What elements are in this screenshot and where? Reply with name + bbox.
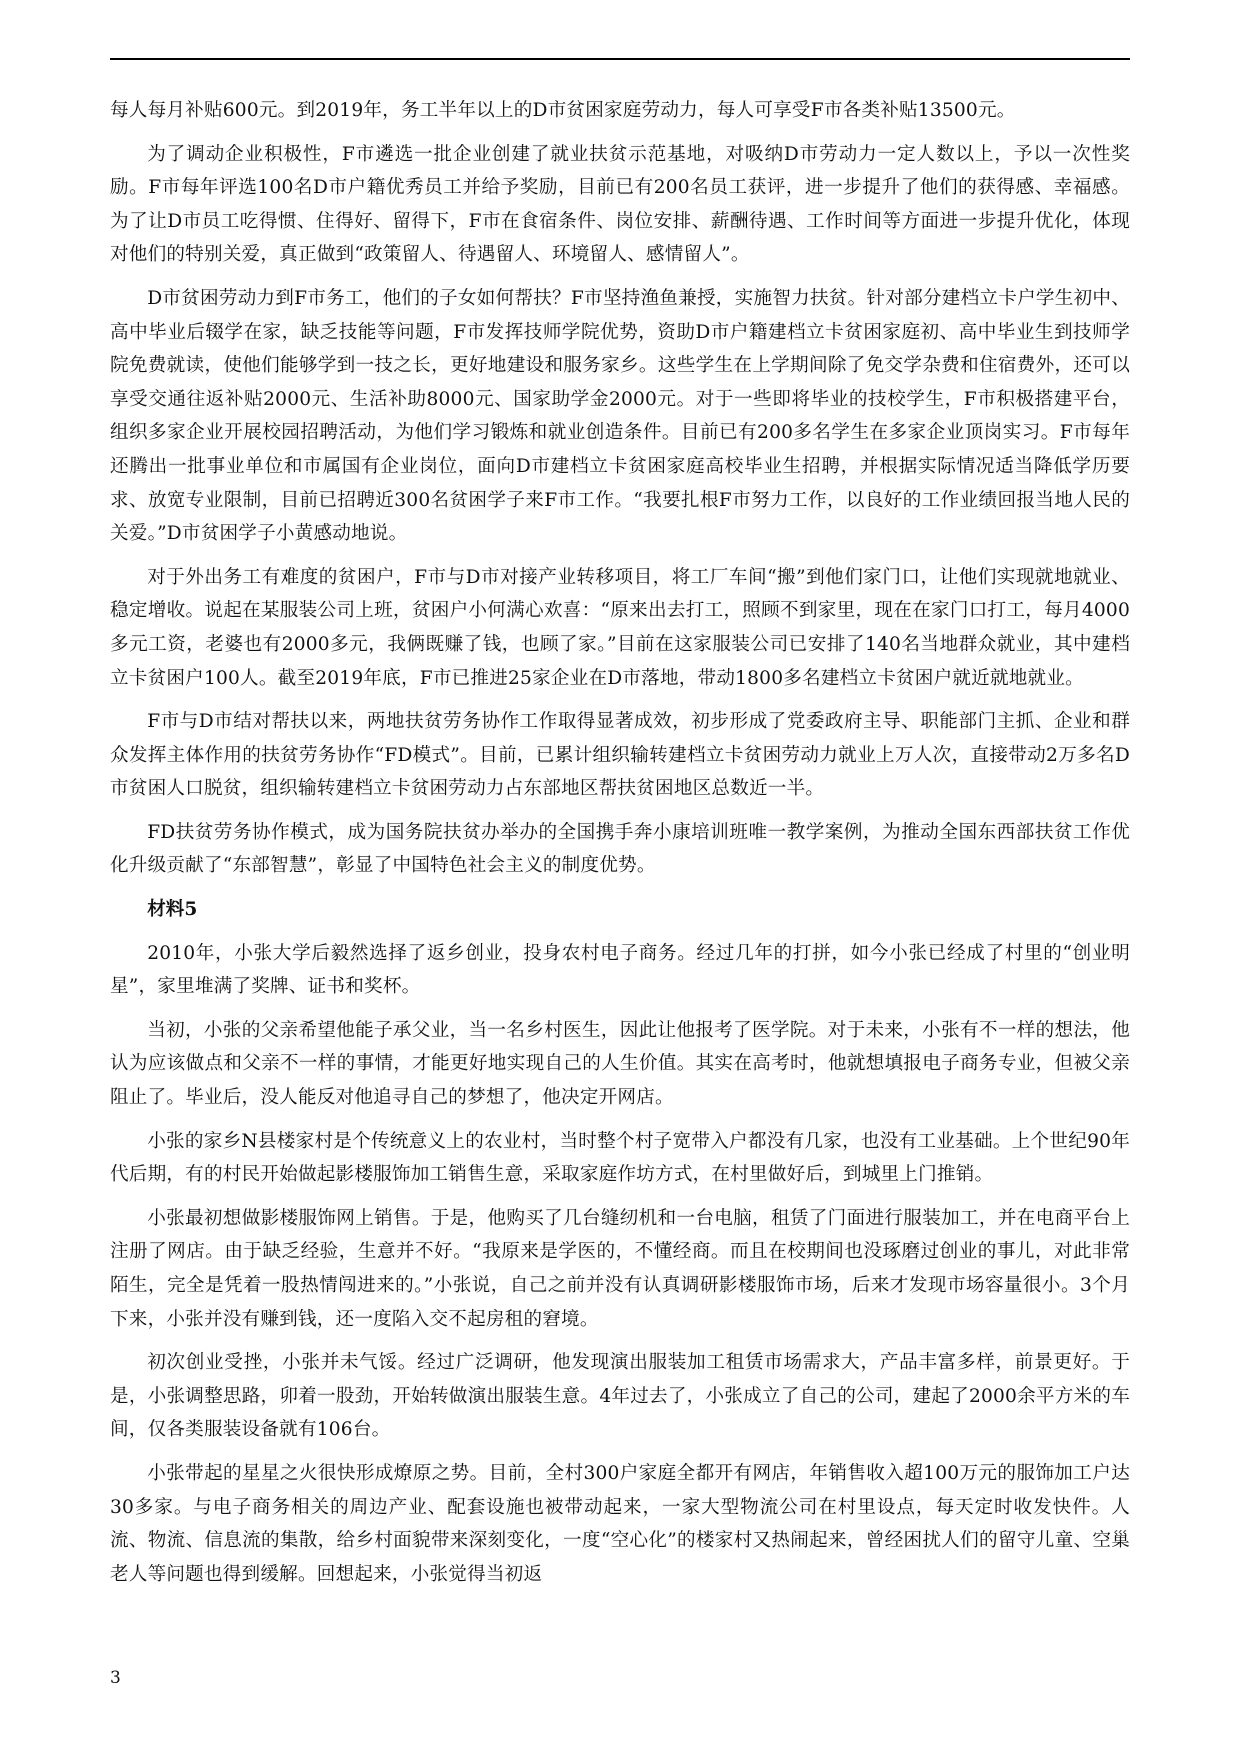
paragraph-enterprise-incentives: 为了调动企业积极性，F市遴选一批企业创建了就业扶贫示范基地，对吸纳D市劳动力一定人数以上，予以一次性奖励。F市每年评选100名D市户籍优秀员工并给予奖励，目前已有200名员工获评，进一步提升了他们的获得感、幸福感。为了让D市员工吃得惯、住得好、留得下，F市在食宿条件、岗位安排、薪酬待遇、工作时间等方面进一步提升优化，体现对他们的特别关爱，真正做到“政策留人、待遇留人、环境留人、感情留人”。: [110, 143, 1130, 266]
paragraph-fd-model-recognition: FD扶贫劳务协作模式，成为国务院扶贫办举办的全国携手奔小康培训班唯一教学案例，为推动全国东西部扶贫工作优化升级贡献了“东部智慧”，彰显了中国特色社会主义的制度优势。: [110, 821, 1130, 877]
section-heading-material-5: 材料5: [147, 899, 198, 921]
paragraph-village-transformation: 小张带起的星星之火很快形成燎原之势。目前，全村300户家庭全都开有网店，年销售收入超100万元的服饰加工户达30多家。与电子商务相关的周边产业、配套设施也被带动起来，一家大型物流公司在村里设点，每天定时收发快件。人流、物流、信息流的集散，给乡村面貌带来深刻变化，一度“空心化”的楼家村又热闹起来，曾经困扰人们的留守儿童、空巢老人等问题也得到缓解。回想起来，小张觉得当初返: [110, 1462, 1130, 1585]
header-rule: [110, 58, 1130, 60]
paragraph-first-attempt: 小张最初想做影楼服饰网上销售。于是，他购买了几台缝纫机和一台电脑，租赁了门面进行服装加工，并在电商平台上注册了网店。由于缺乏经验，生意并不好。“我原来是学医的，不懂经商。而且在校期间也没琢磨过创业的事儿，对此非常陌生，完全是凭着一股热情闯进来的。”小张说，自己之前并没有认真调研影楼服饰市场，后来才发现市场容量很小。3个月下来，小张并没有赚到钱，还一度陷入交不起房租的窘境。: [110, 1207, 1130, 1330]
paragraph-subsidy-continuation: 每人每月补贴600元。到2019年，务工半年以上的D市贫困家庭劳动力，每人可享受F市各类补贴13500元。: [110, 100, 1016, 121]
page-body: [110, 94, 1130, 1601]
paragraph-education-support: D市贫困劳动力到F市务工，他们的子女如何帮扶？F市坚持渔鱼兼授，实施智力扶贫。针对部分建档立卡户学生初中、高中毕业后辍学在家，缺乏技能等问题，F市发挥技师学院优势，资助D市户籍建档立卡贫困家庭初、高中毕业生到技师学院免费就读，使他们能够学到一技之长，更好地建设和服务家乡。这些学生在上学期间除了免交学杂费和住宿费外，还可以享受交通往返补贴2000元、生活补助8000元、国家助学金2000元。对于一些即将毕业的技校学生，F市积极搭建平台，组织多家企业开展校园招聘活动，为他们学习锻炼和就业创造条件。目前已有200多名学生在多家企业顶岗实习。F市每年还腾出一批事业单位和市属国有企业岗位，面向D市建档立卡贫困家庭高校毕业生招聘，并根据实际情况适当降低学历要求、放宽专业限制，目前已招聘近300名贫困学子来F市工作。“我要扎根F市努力工作，以良好的工作业绩回报当地人民的关爱。”D市贫困学子小黄感动地说。: [110, 287, 1130, 545]
paragraph-second-attempt: 初次创业受挫，小张并未气馁。经过广泛调研，他发现演出服装加工租赁市场需求大，产品丰富多样，前景更好。于是，小张调整思路，卯着一股劲，开始转做演出服装生意。4年过去了，小张成立了自己的公司，建起了2000余平方米的车间，仅各类服装设备就有106台。: [110, 1352, 1130, 1441]
page-number: 3: [110, 1668, 121, 1688]
paragraph-return-entrepreneurship: 2010年，小张大学后毅然选择了返乡创业，投身农村电子商务。经过几年的打拼，如今小张已经成了村里的“创业明星”，家里堆满了奖牌、证书和奖杯。: [110, 942, 1130, 998]
paragraph-village-background: 小张的家乡N县楼家村是个传统意义上的农业村，当时整个村子宽带入户都没有几家，也没有工业基础。上个世纪90年代后期，有的村民开始做起影楼服饰加工销售生意，采取家庭作坊方式，在村里做好后，到城里上门推销。: [110, 1130, 1130, 1186]
paragraph-industry-transfer: 对于外出务工有难度的贫困户，F市与D市对接产业转移项目，将工厂车间“搬”到他们家门口，让他们实现就地就业、稳定增收。说起在某服装公司上班，贫困户小何满心欢喜：“原来出去打工，照顾不到家里，现在在家门口打工，每月4000多元工资，老婆也有2000多元，我俩既赚了钱，也顾了家。”目前在这家服装公司已安排了140名当地群众就业，其中建档立卡贫困户100人。截至2019年底，F市已推进25家企业在D市落地，带动1800多名建档立卡贫困户就近就地就业。: [110, 566, 1130, 689]
paragraph-father-expectation: 当初，小张的父亲希望他能子承父业，当一名乡村医生，因此让他报考了医学院。对于未来，小张有不一样的想法，他认为应该做点和父亲不一样的事情，才能更好地实现自己的人生价值。其实在高考时，他就想填报电子商务专业，但被父亲阻止了。毕业后，没人能反对他追寻自己的梦想了，他决定开网店。: [110, 1019, 1130, 1109]
paragraph-fd-model-results: F市与D市结对帮扶以来，两地扶贫劳务协作工作取得显著成效，初步形成了党委政府主导、职能部门主抓、企业和群众发挥主体作用的扶贫劳务协作“FD模式”。目前，已累计组织输转建档立卡贫困劳动力就业上万人次，直接带动2万多名D市贫困人口脱贫，组织输转建档立卡贫困劳动力占东部地区帮扶贫困地区总数近一半。: [110, 711, 1130, 800]
